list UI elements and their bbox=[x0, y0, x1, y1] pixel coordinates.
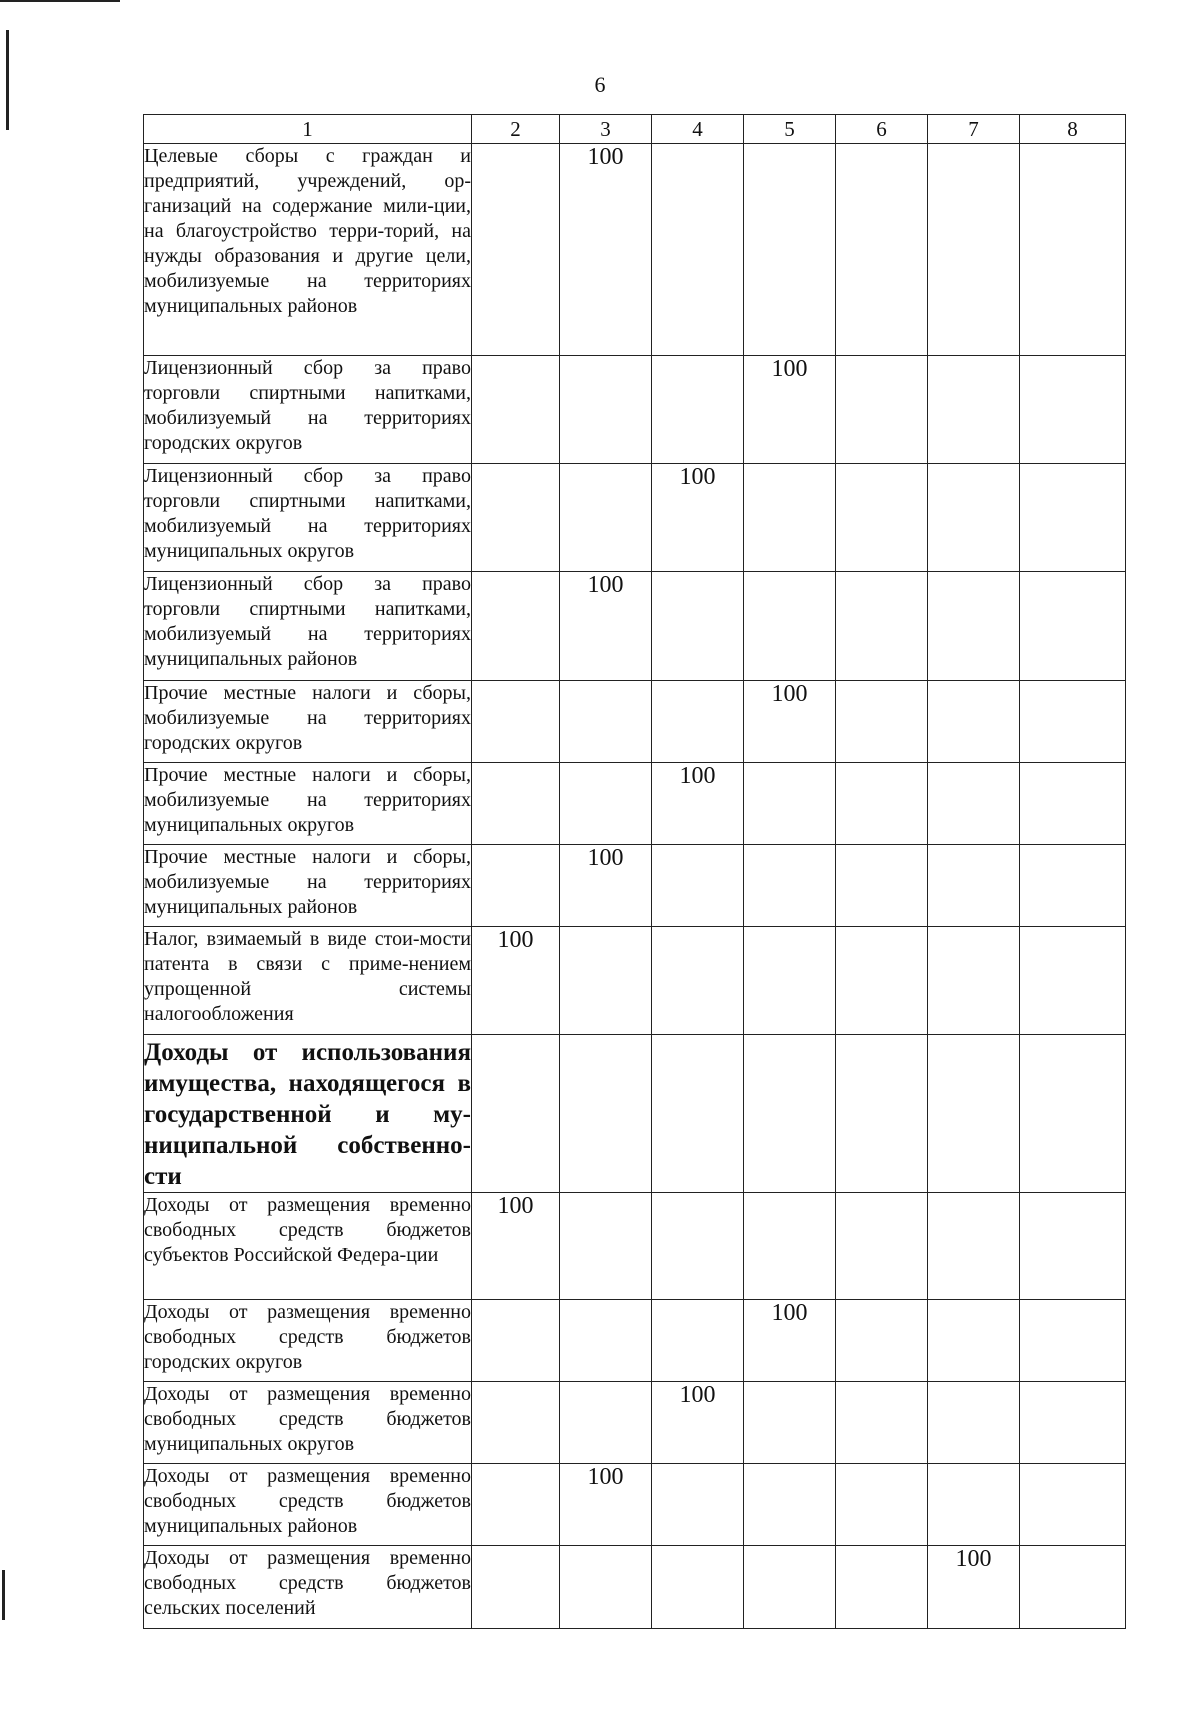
value-cell: 100 bbox=[472, 1193, 560, 1300]
empty-cell bbox=[836, 464, 928, 572]
empty-cell bbox=[1020, 1035, 1126, 1193]
empty-cell bbox=[1020, 1464, 1126, 1546]
empty-cell bbox=[652, 1193, 744, 1300]
empty-cell bbox=[836, 845, 928, 927]
value-cell: 100 bbox=[560, 845, 652, 927]
description-cell: Налог, взимаемый в виде стои-мости патента в связи с приме-нением упрощенной системы налогообложения bbox=[144, 927, 472, 1035]
value-cell: 100 bbox=[560, 572, 652, 681]
empty-cell bbox=[472, 845, 560, 927]
description-cell: Прочие местные налоги и сборы, мобилизуемые на территориях муниципальных округов bbox=[144, 763, 472, 845]
header-col-2: 2 bbox=[472, 115, 560, 144]
empty-cell bbox=[744, 572, 836, 681]
empty-cell bbox=[836, 763, 928, 845]
empty-cell bbox=[652, 927, 744, 1035]
empty-cell bbox=[1020, 845, 1126, 927]
description-cell: Лицензионный сбор за право торговли спиртными напитками, мобилизуемый на территориях городских округов bbox=[144, 356, 472, 464]
empty-cell bbox=[652, 845, 744, 927]
page-number: 6 bbox=[594, 72, 606, 97]
empty-cell bbox=[472, 356, 560, 464]
empty-cell bbox=[836, 356, 928, 464]
empty-cell bbox=[928, 1464, 1020, 1546]
revenue-distribution-table bbox=[143, 114, 1126, 1629]
description-cell: Доходы от размещения временно свободных средств бюджетов муниципальных округов bbox=[144, 1382, 472, 1464]
header-col-3: 3 bbox=[560, 115, 652, 144]
empty-cell bbox=[744, 1193, 836, 1300]
description-cell: Целевые сборы с граждан и предприятий, учреждений, ор-ганизаций на содержание мили-ции, на благоустройство терри-торий, на нужды образования и другие цели, мобилизуемые на территориях муниципальных районов bbox=[144, 144, 472, 356]
empty-cell bbox=[928, 1035, 1020, 1193]
header-col-1: 1 bbox=[144, 115, 472, 144]
table-row bbox=[144, 356, 1126, 464]
empty-cell bbox=[836, 681, 928, 763]
table-row bbox=[144, 1546, 1126, 1629]
empty-cell bbox=[560, 927, 652, 1035]
table-row bbox=[144, 1035, 1126, 1193]
value-cell: 100 bbox=[560, 144, 652, 356]
empty-cell bbox=[472, 1035, 560, 1193]
empty-cell bbox=[472, 572, 560, 681]
table-row bbox=[144, 144, 1126, 356]
empty-cell bbox=[928, 763, 1020, 845]
scan-edge-left-lower bbox=[2, 1570, 5, 1620]
description-cell: Доходы от размещения временно свободных средств бюджетов муниципальных районов bbox=[144, 1464, 472, 1546]
empty-cell bbox=[472, 1382, 560, 1464]
empty-cell bbox=[1020, 1300, 1126, 1382]
table-row bbox=[144, 681, 1126, 763]
value-cell: 100 bbox=[652, 1382, 744, 1464]
empty-cell bbox=[744, 144, 836, 356]
description-cell: Лицензионный сбор за право торговли спиртными напитками, мобилизуемый на территориях муниципальных округов bbox=[144, 464, 472, 572]
value-cell: 100 bbox=[652, 763, 744, 845]
description-cell: Доходы от размещения временно свободных средств бюджетов городских округов bbox=[144, 1300, 472, 1382]
empty-cell bbox=[928, 927, 1020, 1035]
section-heading-cell: Доходы от использования имущества, находящегося в государственной и му-ниципальной собственно-сти bbox=[144, 1035, 472, 1193]
empty-cell bbox=[1020, 681, 1126, 763]
empty-cell bbox=[560, 1300, 652, 1382]
empty-cell bbox=[560, 1382, 652, 1464]
empty-cell bbox=[836, 144, 928, 356]
empty-cell bbox=[472, 144, 560, 356]
empty-cell bbox=[836, 1193, 928, 1300]
empty-cell bbox=[472, 763, 560, 845]
empty-cell bbox=[836, 1035, 928, 1193]
empty-cell bbox=[1020, 1382, 1126, 1464]
empty-cell bbox=[928, 356, 1020, 464]
empty-cell bbox=[472, 1464, 560, 1546]
empty-cell bbox=[928, 1300, 1020, 1382]
empty-cell bbox=[560, 1546, 652, 1629]
empty-cell bbox=[928, 681, 1020, 763]
value-cell: 100 bbox=[744, 1300, 836, 1382]
value-cell: 100 bbox=[652, 464, 744, 572]
empty-cell bbox=[836, 927, 928, 1035]
empty-cell bbox=[560, 681, 652, 763]
table-row bbox=[144, 1300, 1126, 1382]
table-row bbox=[144, 1464, 1126, 1546]
empty-cell bbox=[1020, 763, 1126, 845]
empty-cell bbox=[472, 1546, 560, 1629]
table-row bbox=[144, 464, 1126, 572]
header-col-4: 4 bbox=[652, 115, 744, 144]
empty-cell bbox=[744, 1382, 836, 1464]
empty-cell bbox=[928, 572, 1020, 681]
empty-cell bbox=[560, 356, 652, 464]
header-col-6: 6 bbox=[836, 115, 928, 144]
empty-cell bbox=[1020, 1193, 1126, 1300]
empty-cell bbox=[1020, 1546, 1126, 1629]
empty-cell bbox=[652, 1035, 744, 1193]
value-cell: 100 bbox=[744, 681, 836, 763]
table-row bbox=[144, 1382, 1126, 1464]
empty-cell bbox=[928, 845, 1020, 927]
table-row bbox=[144, 845, 1126, 927]
empty-cell bbox=[928, 1193, 1020, 1300]
empty-cell bbox=[1020, 144, 1126, 356]
empty-cell bbox=[1020, 356, 1126, 464]
empty-cell bbox=[744, 763, 836, 845]
header-col-5: 5 bbox=[744, 115, 836, 144]
empty-cell bbox=[652, 356, 744, 464]
empty-cell bbox=[652, 144, 744, 356]
empty-cell bbox=[560, 464, 652, 572]
empty-cell bbox=[836, 1546, 928, 1629]
empty-cell bbox=[472, 1300, 560, 1382]
description-cell: Доходы от размещения временно свободных средств бюджетов субъектов Российской Федера-ции bbox=[144, 1193, 472, 1300]
header-col-8: 8 bbox=[1020, 115, 1126, 144]
description-cell: Прочие местные налоги и сборы, мобилизуемые на территориях муниципальных районов bbox=[144, 845, 472, 927]
value-cell: 100 bbox=[928, 1546, 1020, 1629]
table-row bbox=[144, 1193, 1126, 1300]
empty-cell bbox=[652, 1546, 744, 1629]
empty-cell bbox=[744, 927, 836, 1035]
empty-cell bbox=[652, 1464, 744, 1546]
empty-cell bbox=[652, 681, 744, 763]
empty-cell bbox=[652, 1300, 744, 1382]
empty-cell bbox=[744, 1035, 836, 1193]
empty-cell bbox=[560, 1193, 652, 1300]
description-cell: Прочие местные налоги и сборы, мобилизуемые на территориях городских округов bbox=[144, 681, 472, 763]
empty-cell bbox=[1020, 572, 1126, 681]
description-cell: Доходы от размещения временно свободных средств бюджетов сельских поселений bbox=[144, 1546, 472, 1629]
empty-cell bbox=[744, 1464, 836, 1546]
empty-cell bbox=[744, 845, 836, 927]
table-row bbox=[144, 763, 1126, 845]
empty-cell bbox=[928, 144, 1020, 356]
empty-cell bbox=[744, 1546, 836, 1629]
empty-cell bbox=[1020, 464, 1126, 572]
empty-cell bbox=[744, 464, 836, 572]
scan-edge-top bbox=[0, 0, 120, 2]
empty-cell bbox=[836, 1464, 928, 1546]
empty-cell bbox=[836, 572, 928, 681]
table-row bbox=[144, 927, 1126, 1035]
empty-cell bbox=[560, 1035, 652, 1193]
empty-cell bbox=[836, 1382, 928, 1464]
value-cell: 100 bbox=[560, 1464, 652, 1546]
table-row bbox=[144, 572, 1126, 681]
value-cell: 100 bbox=[472, 927, 560, 1035]
empty-cell bbox=[652, 572, 744, 681]
header-row bbox=[144, 115, 1126, 144]
empty-cell bbox=[1020, 927, 1126, 1035]
value-cell: 100 bbox=[744, 356, 836, 464]
description-cell: Лицензионный сбор за право торговли спиртными напитками, мобилизуемый на территориях муниципальных районов bbox=[144, 572, 472, 681]
empty-cell bbox=[560, 763, 652, 845]
empty-cell bbox=[836, 1300, 928, 1382]
empty-cell bbox=[928, 1382, 1020, 1464]
empty-cell bbox=[928, 464, 1020, 572]
empty-cell bbox=[472, 681, 560, 763]
empty-cell bbox=[472, 464, 560, 572]
header-col-7: 7 bbox=[928, 115, 1020, 144]
